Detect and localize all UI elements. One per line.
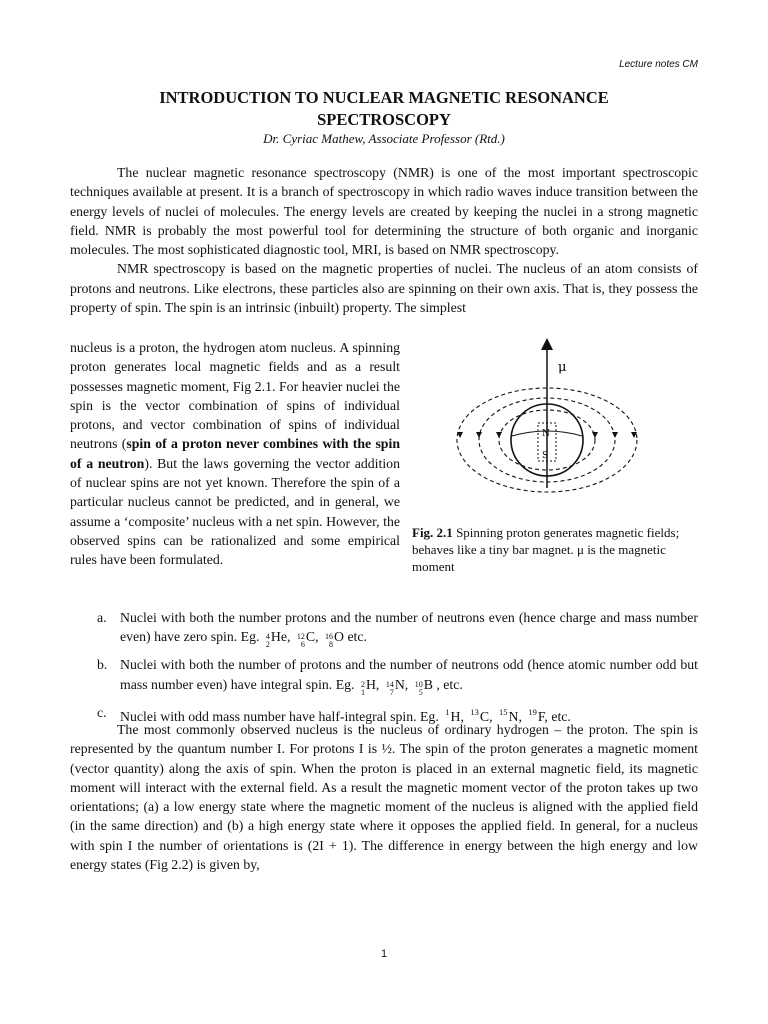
isotope: $^{19}$F, (528, 706, 552, 724)
figure-caption-text: Spinning proton generates magnetic fields; behaves like a tiny bar magnet. μ is the magnetic moment (412, 525, 680, 574)
wrapped-paragraph (70, 338, 400, 570)
isotope: 16 8 O (325, 629, 348, 650)
page-number: 1 (380, 948, 388, 960)
document-title (70, 87, 698, 131)
rule-c-end: etc. (551, 708, 571, 724)
wrapped-text-a: nucleus is a proton, the hydrogen atom nucleus. A spinning proton generates local magnetic fields and as a result possesses magnetic moment, Fig 2.1. For heavier nuclei the spin is the vector combination of spins of individual protons, and vector combination of spins of individual neutrons ( (70, 340, 400, 452)
spin-rules-list (70, 608, 698, 726)
rule-b-end: , etc. (436, 676, 463, 692)
rule-a (70, 608, 698, 649)
figure-label: Fig. 2.1 (412, 525, 453, 540)
rule-c-marker: c. (97, 704, 107, 720)
rule-a-marker: a. (97, 610, 107, 625)
body-text-top (70, 163, 698, 317)
isotope: 10 5 B (414, 676, 437, 697)
title-line-1: INTRODUCTION TO NUCLEAR MAGNETIC RESONANCE (159, 88, 609, 107)
isotope: $^{15}$N, (498, 706, 526, 724)
rule-b-isotopes (358, 676, 437, 697)
figure-spinning-proton (440, 338, 660, 518)
rule-a-isotopes (263, 629, 348, 650)
wrapped-text-b: ). But the laws governing the vector addition of nuclear spins are not yet known. Therefore the spin of a particular nucleus cannot be predicted, and in general, we assume a ‘composite’ nucleus with a net spin. However, the observed spins can be rationalized and some empirical rules have been formulated. (70, 455, 400, 568)
paragraph-intro: The nuclear magnetic resonance spectroscopy (NMR) is one of the most important spectroscopic techniques available at present. It is a branch of spectroscopy in which radio waves induce transition between the energy levels of nuclei of molecules. The energy levels are created by keeping the nuclei in a strong magnetic field. NMR is probably the most powerful tool for determining the structure of both organic and inorganic molecules. The most sophisticated diagnostic tool, MRI, is based on NMR spectroscopy. (70, 165, 698, 258)
running-header: Lecture notes CM (619, 59, 698, 70)
bold-note: spin of a proton never combines with the spin of a neutron (70, 436, 400, 471)
north-pole-label: N (542, 429, 550, 439)
rule-b-text: Nuclei with both the number of protons and the number of neutrons odd (hence atomic number odd but mass number even) have integral spin. Eg. (120, 657, 698, 692)
title-line-2: SPECTROSCOPY (317, 110, 451, 129)
figure-caption (412, 524, 702, 575)
rule-b (70, 655, 698, 696)
author-line: Dr. Cyriac Mathew, Associate Professor (Rtd.) (263, 131, 505, 146)
paragraph-nmr-basis: NMR spectroscopy is based on the magnetic properties of nuclei. The nucleus of an atom consists of protons and neutrons. Like electrons, these particles also are spinning on their own axis. That is, they possess the property of spin. The spin is an intrinsic (inbuilt) property. The simplest (70, 261, 698, 316)
rule-a-text: Nuclei with both the number protons and the number of neutrons even (hence charge and mass number even) have zero spin. Eg. (120, 610, 698, 645)
isotope: 2 1 H, (360, 676, 383, 697)
isotope: $^{13}$C, (470, 706, 496, 724)
isotope: 12 6 C, (296, 629, 323, 650)
paragraph-proton-spin: The most commonly observed nucleus is the nucleus of ordinary hydrogen – the proton. The spin is represented by the quantum number I. For protons I is ½. The spin of the proton generates a magnetic moment (vector quantity) along the axis of spin. When the proton is placed in an external magnetic field, its magnetic moment will interact with the external field. As a result the magnetic moment vector of the proton takes up two orientations; (a) a low energy state where the magnetic moment of the nucleus is aligned with the applied field (in the same direction) and (b) a high energy state where it opposes the applied field. In general, for a nucleus with spin I the number of orientations is (2I + 1). The difference in energy between the high energy and low energy states (Fig 2.2) is given by, (70, 722, 698, 873)
rule-a-end: etc. (347, 629, 367, 645)
isotope: 4 2 He, (265, 629, 294, 650)
rule-c-text: Nuclei with odd mass number have half-integral spin. Eg. (120, 708, 439, 724)
mu-label: μ (558, 360, 567, 375)
south-pole-label: S (542, 451, 549, 461)
isotope: 14 7 N, (385, 676, 412, 697)
isotope: $^1$H, (445, 706, 468, 724)
rule-b-marker: b. (97, 657, 108, 673)
